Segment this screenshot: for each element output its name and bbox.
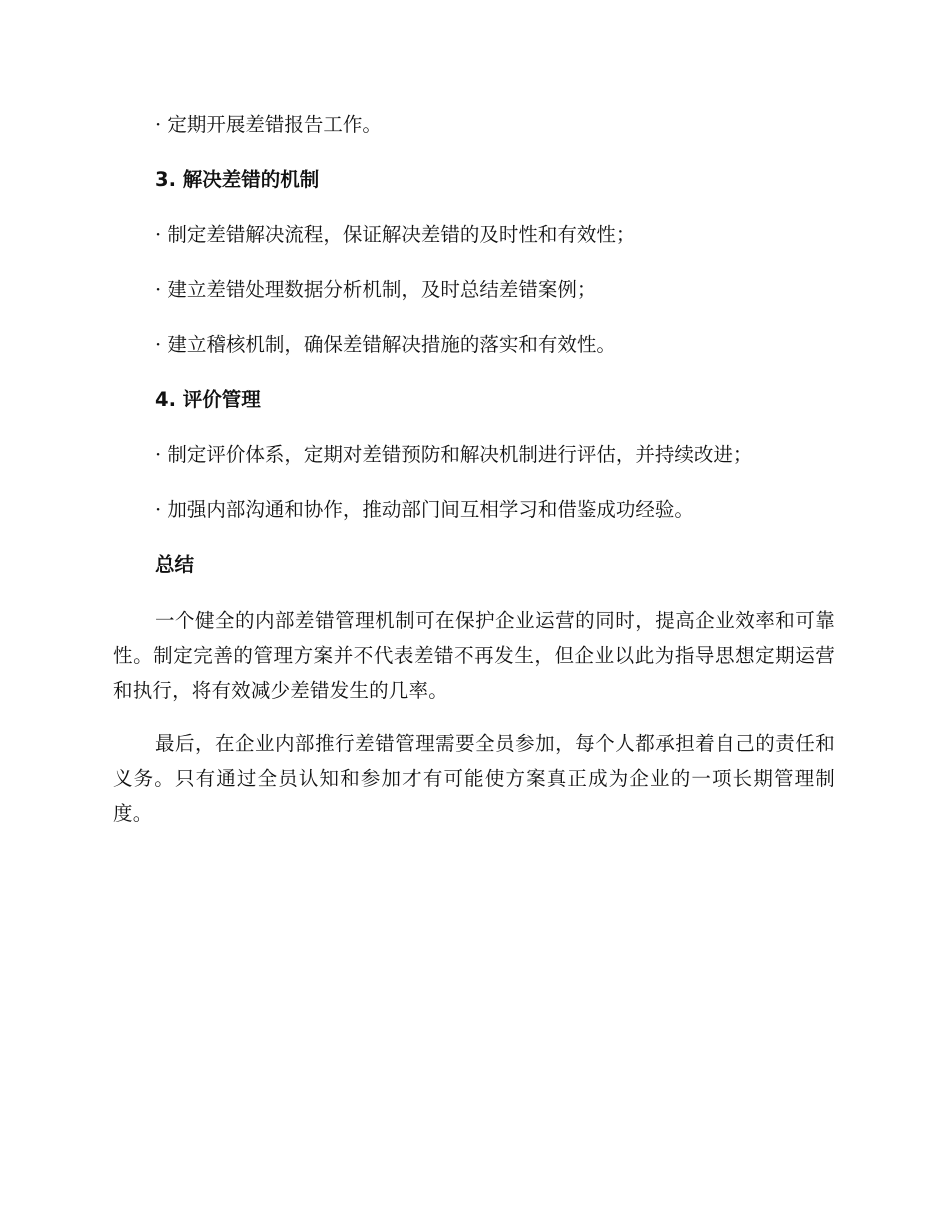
bullet-item: · 建立差错处理数据分析机制，及时总结差错案例； <box>155 278 597 301</box>
bullet-item: · 制定评价体系，定期对差错预防和解决机制进行评估，并持续改进； <box>155 443 753 466</box>
summary-paragraph-2: 最后，在企业内部推行差错管理需要全员参加，每个人都承担着自己的责任和义务。只有通过全员认知和参加才有可能使方案真正成为企业的一项长期管理制度。 <box>113 732 835 825</box>
bullet-item: · 建立稽核机制，确保差错解决措施的落实和有效性。 <box>155 333 616 356</box>
bullet-item: · 制定差错解决流程，保证解决差错的及时性和有效性； <box>155 223 636 246</box>
section-heading-4: 4. 评价管理 <box>155 388 261 411</box>
document-body <box>113 108 835 849</box>
summary-heading: 总结 <box>155 553 195 576</box>
bullet-item: · 加强内部沟通和协作，推动部门间互相学习和借鉴成功经验。 <box>155 498 694 521</box>
section-heading-3: 3. 解决差错的机制 <box>155 168 320 191</box>
summary-paragraph-1: 一个健全的内部差错管理机制可在保护企业运营的同时，提高企业效率和可靠性。制定完善的管理方案并不代表差错不再发生，但企业以此为指导思想定期运营和执行，将有效减少差错发生的几率。 <box>113 609 835 702</box>
bullet-item: · 定期开展差错报告工作。 <box>155 113 382 136</box>
